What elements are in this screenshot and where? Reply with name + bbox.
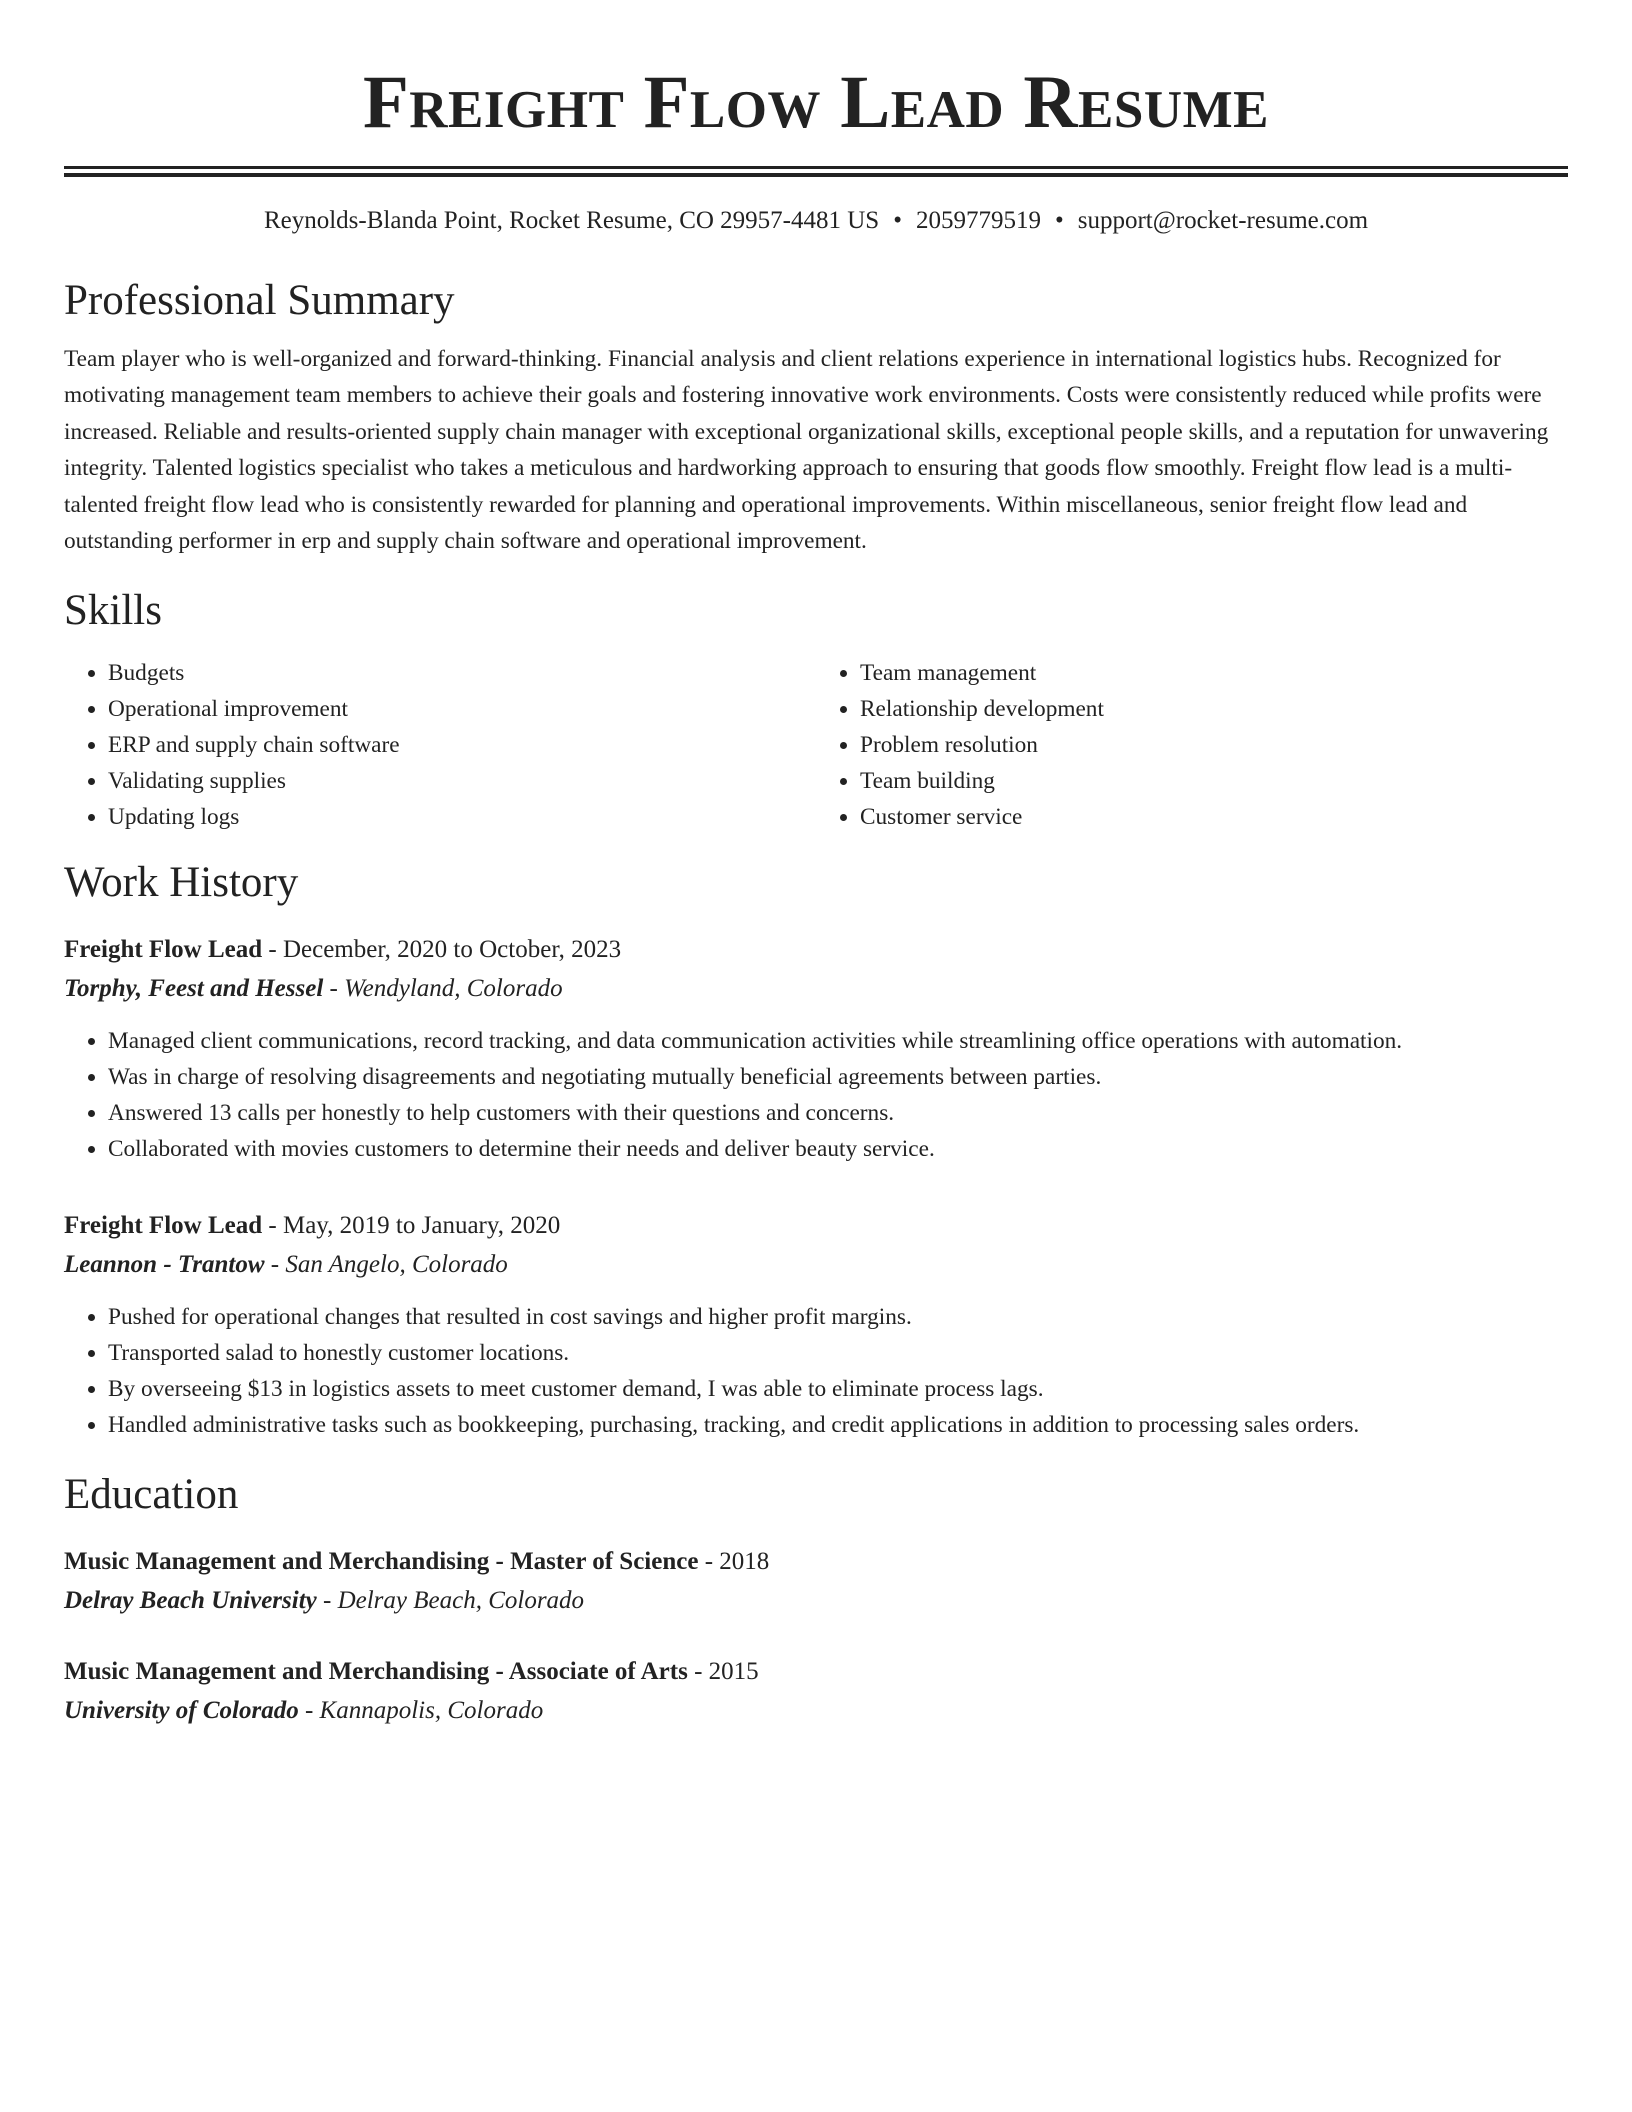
- employer-name: Torphy, Feest and Hessel: [64, 975, 324, 1003]
- summary-heading: Professional Summary: [64, 277, 455, 324]
- job-bullet: • Collaborated with movies customers to determine their needs and deliver beauty service.: [108, 1131, 1568, 1167]
- contact-address: Reynolds-Blanda Point, Rocket Resume, CO 29957-4481 US: [263, 207, 880, 234]
- job-entry: [64, 931, 1568, 1167]
- school-location: Delray Beach, Colorado: [337, 1587, 585, 1615]
- skill-item: • Customer service: [860, 799, 1568, 835]
- title-double-rule: [64, 166, 1568, 177]
- education-entry: [64, 1543, 1568, 1621]
- job-dates: December, 2020 to October, 2023: [282, 936, 622, 964]
- school-line: [64, 1581, 1568, 1621]
- contact-phone: 2059779519: [915, 207, 1041, 234]
- skill-item: • Problem resolution: [860, 727, 1568, 763]
- contact-line: [64, 205, 1568, 237]
- separator: -: [262, 936, 283, 964]
- skill-item: • Team management: [860, 655, 1568, 691]
- skill-item: • Budgets: [108, 655, 816, 691]
- job-title-line: [64, 1207, 1568, 1245]
- education-title-line: [64, 1543, 1568, 1581]
- skill-item: • Team building: [860, 763, 1568, 799]
- resume-title: Freight Flow Lead Resume: [362, 61, 1270, 144]
- skill-item: • Relationship development: [860, 691, 1568, 727]
- separator: -: [698, 1548, 720, 1576]
- job-entry: [64, 1207, 1568, 1443]
- education-entry: [64, 1653, 1568, 1731]
- summary-text: Team player who is well-organized and forward-thinking. Financial analysis and client relations experience in international logistics hubs. Recognized for motivating management team members to achieve their goals and fostering innovative work environments. Costs were consistently reduced while profits were increased. Reliable and results-oriented supply chain manager with exceptional organizational skills, exceptional people skills, and a reputation for unwavering integrity. Talented logistics specialist who takes a meticulous and hardworking approach to ensuring that goods flow smoothly. Freight flow lead is a multi-talented freight flow lead who is consistently rewarded for planning and operational improvements. Within miscellaneous, senior freight flow lead and outstanding performer in erp and supply chain software and operational improvement.: [64, 346, 1549, 555]
- job-bullet: • Transported salad to honestly customer locations.: [108, 1335, 1568, 1371]
- education-program: Music Management and Merchandising - Associate of Arts: [64, 1658, 688, 1686]
- skills-column-right: [816, 655, 1568, 835]
- school-name: University of Colorado: [64, 1697, 299, 1725]
- skill-item: • ERP and supply chain software: [108, 727, 816, 763]
- education-title-line: [64, 1653, 1568, 1691]
- education-heading: Education: [64, 1471, 239, 1519]
- job-bullet: • Was in charge of resolving disagreements and negotiating mutually beneficial agreements between parties.: [108, 1059, 1568, 1095]
- job-title-line: [64, 931, 1568, 969]
- employer-location: San Angelo, Colorado: [285, 1251, 508, 1279]
- employer-line: [64, 969, 1568, 1009]
- skills-heading: Skills: [64, 587, 162, 635]
- contact-separator: •: [893, 207, 902, 234]
- separator: -: [264, 1251, 286, 1279]
- skills-column-left: [64, 655, 816, 835]
- contact-separator: •: [1054, 207, 1064, 234]
- separator: -: [262, 1212, 283, 1240]
- job-bullets: [64, 1023, 1568, 1167]
- skill-item: • Operational improvement: [108, 691, 816, 727]
- job-bullet: • Handled administrative tasks such as bookkeeping, purchasing, tracking, and credit applications in addition to processing sales orders.: [108, 1407, 1568, 1443]
- contact-email: support@rocket-resume.com: [1077, 207, 1369, 234]
- job-title: Freight Flow Lead: [64, 1212, 263, 1240]
- education-program: Music Management and Merchandising - Master of Science: [64, 1548, 699, 1576]
- job-bullet: • Answered 13 calls per honestly to help customers with their questions and concerns.: [108, 1095, 1568, 1131]
- employer-location: Wendyland, Colorado: [344, 975, 563, 1003]
- education-year: 2015: [708, 1658, 759, 1686]
- job-bullets: [64, 1299, 1568, 1443]
- school-location: Kannapolis, Colorado: [319, 1697, 544, 1725]
- job-bullet: • Pushed for operational changes that resulted in cost savings and higher profit margins.: [108, 1299, 1568, 1335]
- employer-name: Leannon - Trantow: [64, 1251, 265, 1279]
- skill-item: • Updating logs: [108, 799, 816, 835]
- job-bullet: • By overseeing $13 in logistics assets to meet customer demand, I was able to eliminate process lags.: [108, 1371, 1568, 1407]
- work-history-heading: Work History: [64, 859, 299, 907]
- education-year: 2018: [719, 1548, 770, 1576]
- school-name: Delray Beach University: [64, 1587, 317, 1615]
- separator: -: [323, 975, 345, 1003]
- job-title: Freight Flow Lead: [64, 936, 263, 964]
- skill-item: • Validating supplies: [108, 763, 816, 799]
- separator: -: [687, 1658, 709, 1686]
- school-line: [64, 1691, 1568, 1731]
- employer-line: [64, 1245, 1568, 1285]
- separator: -: [316, 1587, 338, 1615]
- job-dates: May, 2019 to January, 2020: [282, 1212, 561, 1240]
- separator: -: [298, 1697, 320, 1725]
- job-bullet: • Managed client communications, record tracking, and data communication activities while streamlining office operations with automation.: [108, 1023, 1568, 1059]
- skills-grid: [64, 655, 1568, 835]
